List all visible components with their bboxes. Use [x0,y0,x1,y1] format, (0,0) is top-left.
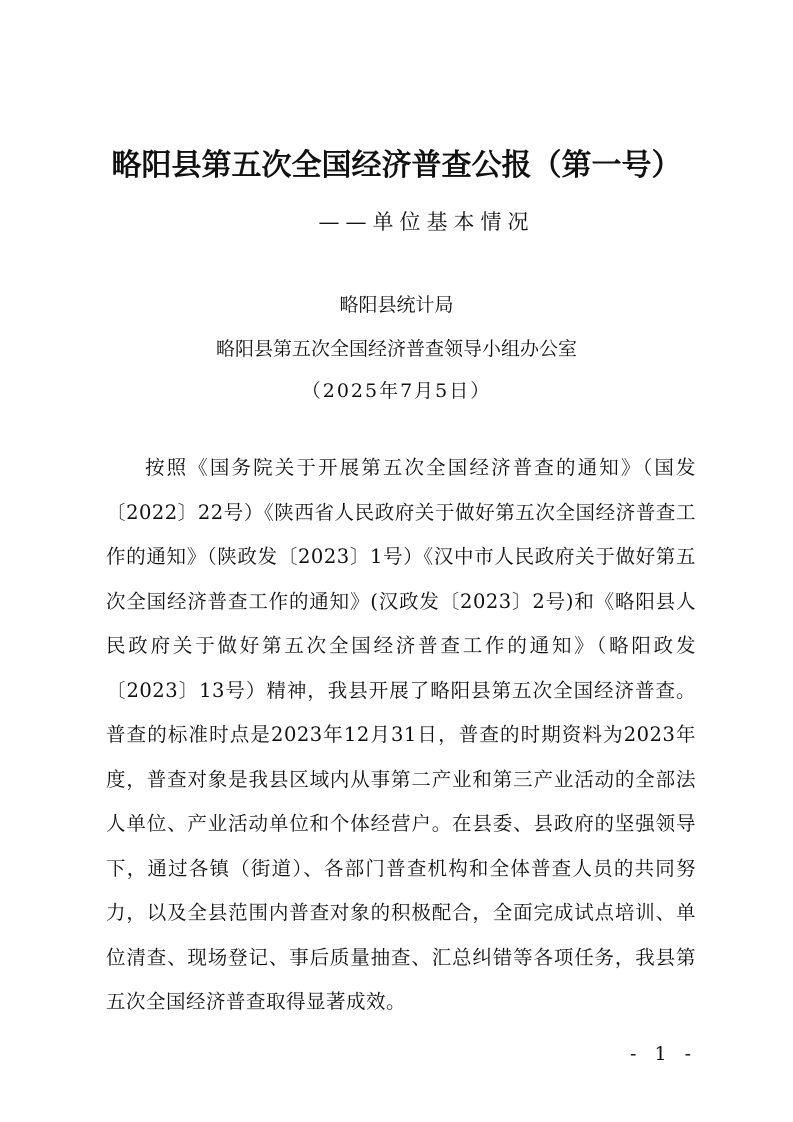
page-number: - 1 - [630,1043,698,1065]
page-title: 略阳县第五次全国经济普查公报（第一号） [111,148,682,183]
page-subtitle: ——单位基本情况 [318,210,535,234]
body-paragraph: 按照《国务院关于开展第五次全国经济普查的通知》（国发〔2022〕22号）《陕西省人民政府关于做好第五次全国经济普查工作的通知》（陕政发〔2023〕1号）《汉中市人民政府关于做好第五次全国经济普查工作的通知》(汉政发〔2023〕2号)和《略阳县人民政府关于做好第五次全国经济普查工作的通知》（略阳政发〔2023〕13号）精神，我县开展了略阳县第五次全国经济普查。普查的标准时点是2023年12月31日，普查的时期资料为2023年度，普查对象是我县区域内从事第二产业和第三产业活动的全部法人单位、产业活动单位和个体经营户。在县委、县政府的坚强领导下，通过各镇（街道）、各部门普查机构和全体普查人员的共同努力，以及全县范围内普查对象的积极配合，全面完成试点培训、单位清查、现场登记、事后质量抽查、汇总纠错等各项任务，我县第五次全国经济普查取得显著成效。 [106,456,696,1013]
issuer-statistics-bureau: 略阳县统计局 [339,294,454,316]
publication-date: （2025年7月5日） [301,380,492,402]
issuer-census-office: 略阳县第五次全国经济普查领导小组办公室 [215,338,577,360]
